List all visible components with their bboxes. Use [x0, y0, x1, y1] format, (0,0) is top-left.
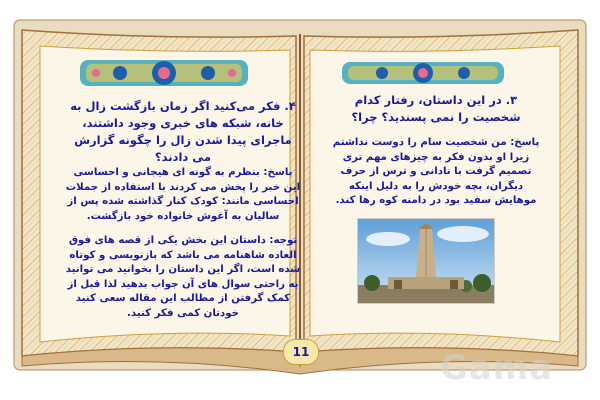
- left-page-text: [64, 98, 302, 321]
- right-answer: پاسخ: من شخصیت سام را دوست نداشتم زیرا او بدون فکر به چیزهای مهم تری تصمیم گرفت با نادانی و ترس از حرف دیگران، بچه خودش را به دلیل اینکه موهایش سفید بود در دامنه کوه رها کند.: [332, 137, 540, 206]
- left-ornament: [80, 60, 248, 86]
- left-question: ۴. فکر می‌کنید اگر زمان بازگشت زال به خانه، شبکه های خبری وجود داشتند، ماجرای پیدا شدن زال را چگونه گزارش می دادند؟: [70, 99, 296, 164]
- right-question: ۳. در این داستان، رفتار کدام شخصیت را نمی پسندید؟ چرا؟: [351, 93, 521, 124]
- right-page-text: [330, 92, 542, 209]
- tower-photo: [357, 218, 495, 304]
- left-note: توجه: داستان این بخش یکی از قصه های فوق العاده شاهنامه می باشد که بازنویسی و کوتاه شده است، اگر این داستان را بخوانید می توانید به راحتی سوال های آن جواب بدهید لذا قبل از کمک گرفتن از مطالب این مقاله سعی کنید خودتان کمی فکر کنید.: [65, 235, 301, 319]
- right-ornament: [342, 62, 504, 84]
- watermark-logo: Gama: [440, 348, 554, 388]
- page-number: 11: [283, 339, 319, 365]
- left-answer: پاسخ: بنظرم به گونه ای هیجانی و احساسی این خبر را پخش می کردند با استفاده از جملات احساسی مانند: کودک کنار گذاشته شده پس از سالیان به آغوش خانواده خود بازگشت.: [65, 167, 301, 222]
